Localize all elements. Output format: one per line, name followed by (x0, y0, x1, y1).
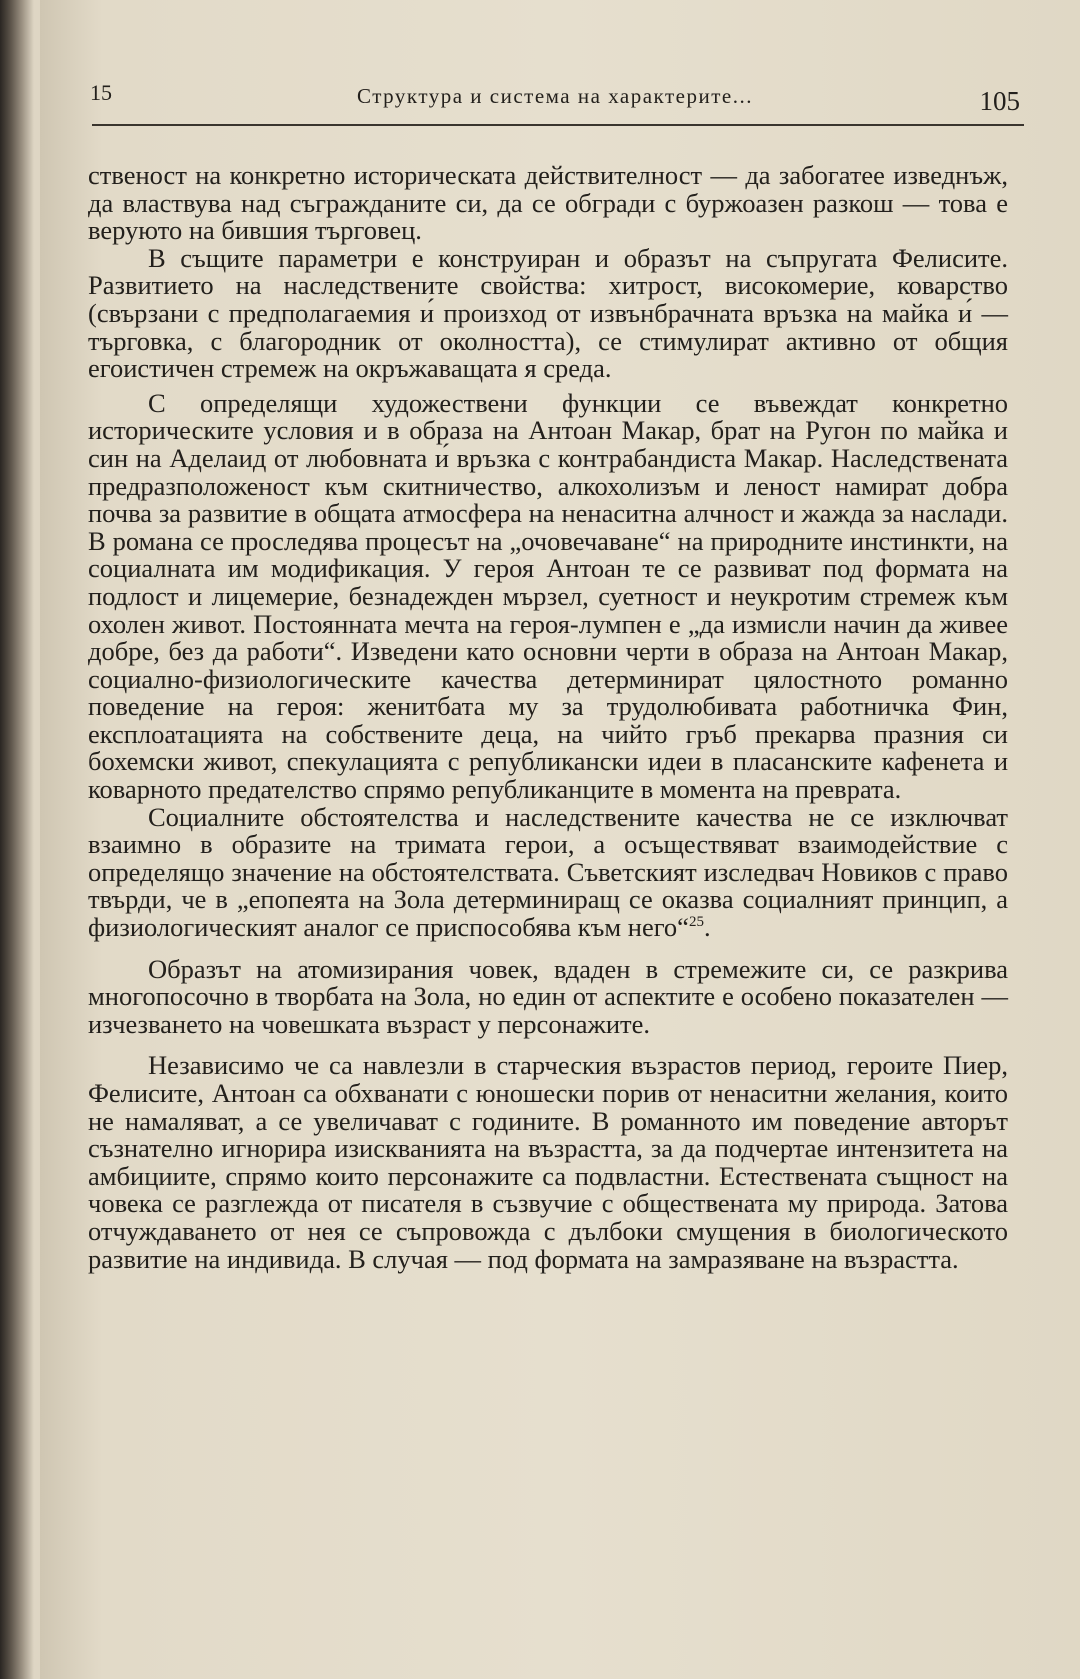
chapter-number: 15 (90, 80, 112, 105)
body-text (88, 162, 1008, 1273)
paragraph-text: Социалните обстоятелства и наследствените качества не се изключват взаимно в образите на тримата герои, а осъществяват взаимодействие с определящо значение на обстоятелствата. Съветският изследвач Новиков с право твърди, че в „епопеята на Зола детерминиращ се оказва социалният принцип, а физиологическият аналог се приспособява към него“ (88, 801, 1008, 943)
page-number: 105 (979, 86, 1020, 116)
paragraph: С определящи художествени функции се въвеждат конкретно историческите условия и в образа на Антоан Макар, брат на Ругон по майка и син на Аделаид от любовната и́ връзка с контрабандиста Макар. Наследствената предразположеност към скитничество, алкохолизъм и леност намират добра почва за развитие в общата атмосфера на ненаситна алчност и жажда за наслади. В романа се проследява процесът на „очовечаване“ на природните инстинкти, на социалната им модификация. У героя Антоан те се развиват под формата на подлост и лицемерие, безнадежден мързел, суетност и неукротим стремеж към охолен живот. Постоянната мечта на героя-лумпен е „да измисли начин да живее добре, без да работи“. Изведени като основни черти в образа на Антоан Макар, социално-физиологическите качества детерминират цялостното романно поведение на героя: женитбата му за трудолюбивата работничка Фин, експлоатацията на собствените деца, на чийто гръб прекарва празния си бохемски живот, спекулацията с републикански идеи в пласанските кафенета и коварното предателство спрямо републиканците в момента на преврата. (88, 387, 1008, 805)
paragraph: В същите параметри е конструиран и образът на съпругата Фелисите. Развитието на наследствените свойства: хитрост, високомерие, коварство (свързани с предполагаемия и́ произход от извънбрачната връзка на майка и́ — търговка, с благородник от околността), се стимулират активно от общия егоистичен стремеж на окръжаващата я среда. (88, 242, 1008, 384)
paragraph-tail: . (703, 912, 711, 943)
running-header (90, 72, 1020, 128)
footnote-reference: 25 (688, 914, 704, 931)
paragraph-with-footnote (88, 801, 1008, 943)
book-binding-shadow (0, 0, 34, 1679)
paragraph: Независимо че са навлезли в старческия възрастов период, героите Пиер, Фелисите, Антоан са обхванати с юношески порив от ненаситни желания, които не намаляват, а се увеличават с годините. В романното им поведение авторът съзнателно игнорира изискванията на възрастта, за да подчертае интензитета на амбициите, спрямо които персонажите са подвластни. Естествената същност на човека се разглежда от писателя в съзвучие с обществената му природа. Затова отчуждаването от нея се съпровожда с дълбоки смущения в биологическото развитие на индивида. В случая — под формата на замразяване на възрастта. (88, 1050, 1008, 1274)
header-rule (92, 124, 1024, 126)
book-page (40, 0, 1080, 1679)
running-title: Структура и система на характерите... (357, 84, 753, 108)
paragraph-continued: ственост на конкретно историческата действителност — да забогатее изведнъж, да властвува над съгражданите си, да се обгради с буржоазен разкош — това е веруюто на бившия търговец. (88, 160, 1008, 246)
paragraph: Образът на атомизирания човек, вдаден в стремежите си, се разкрива многопосочно в творбата на Зола, но един от аспектите е особено показателен — изчезването на човешката възраст у персонажите. (88, 953, 1008, 1039)
